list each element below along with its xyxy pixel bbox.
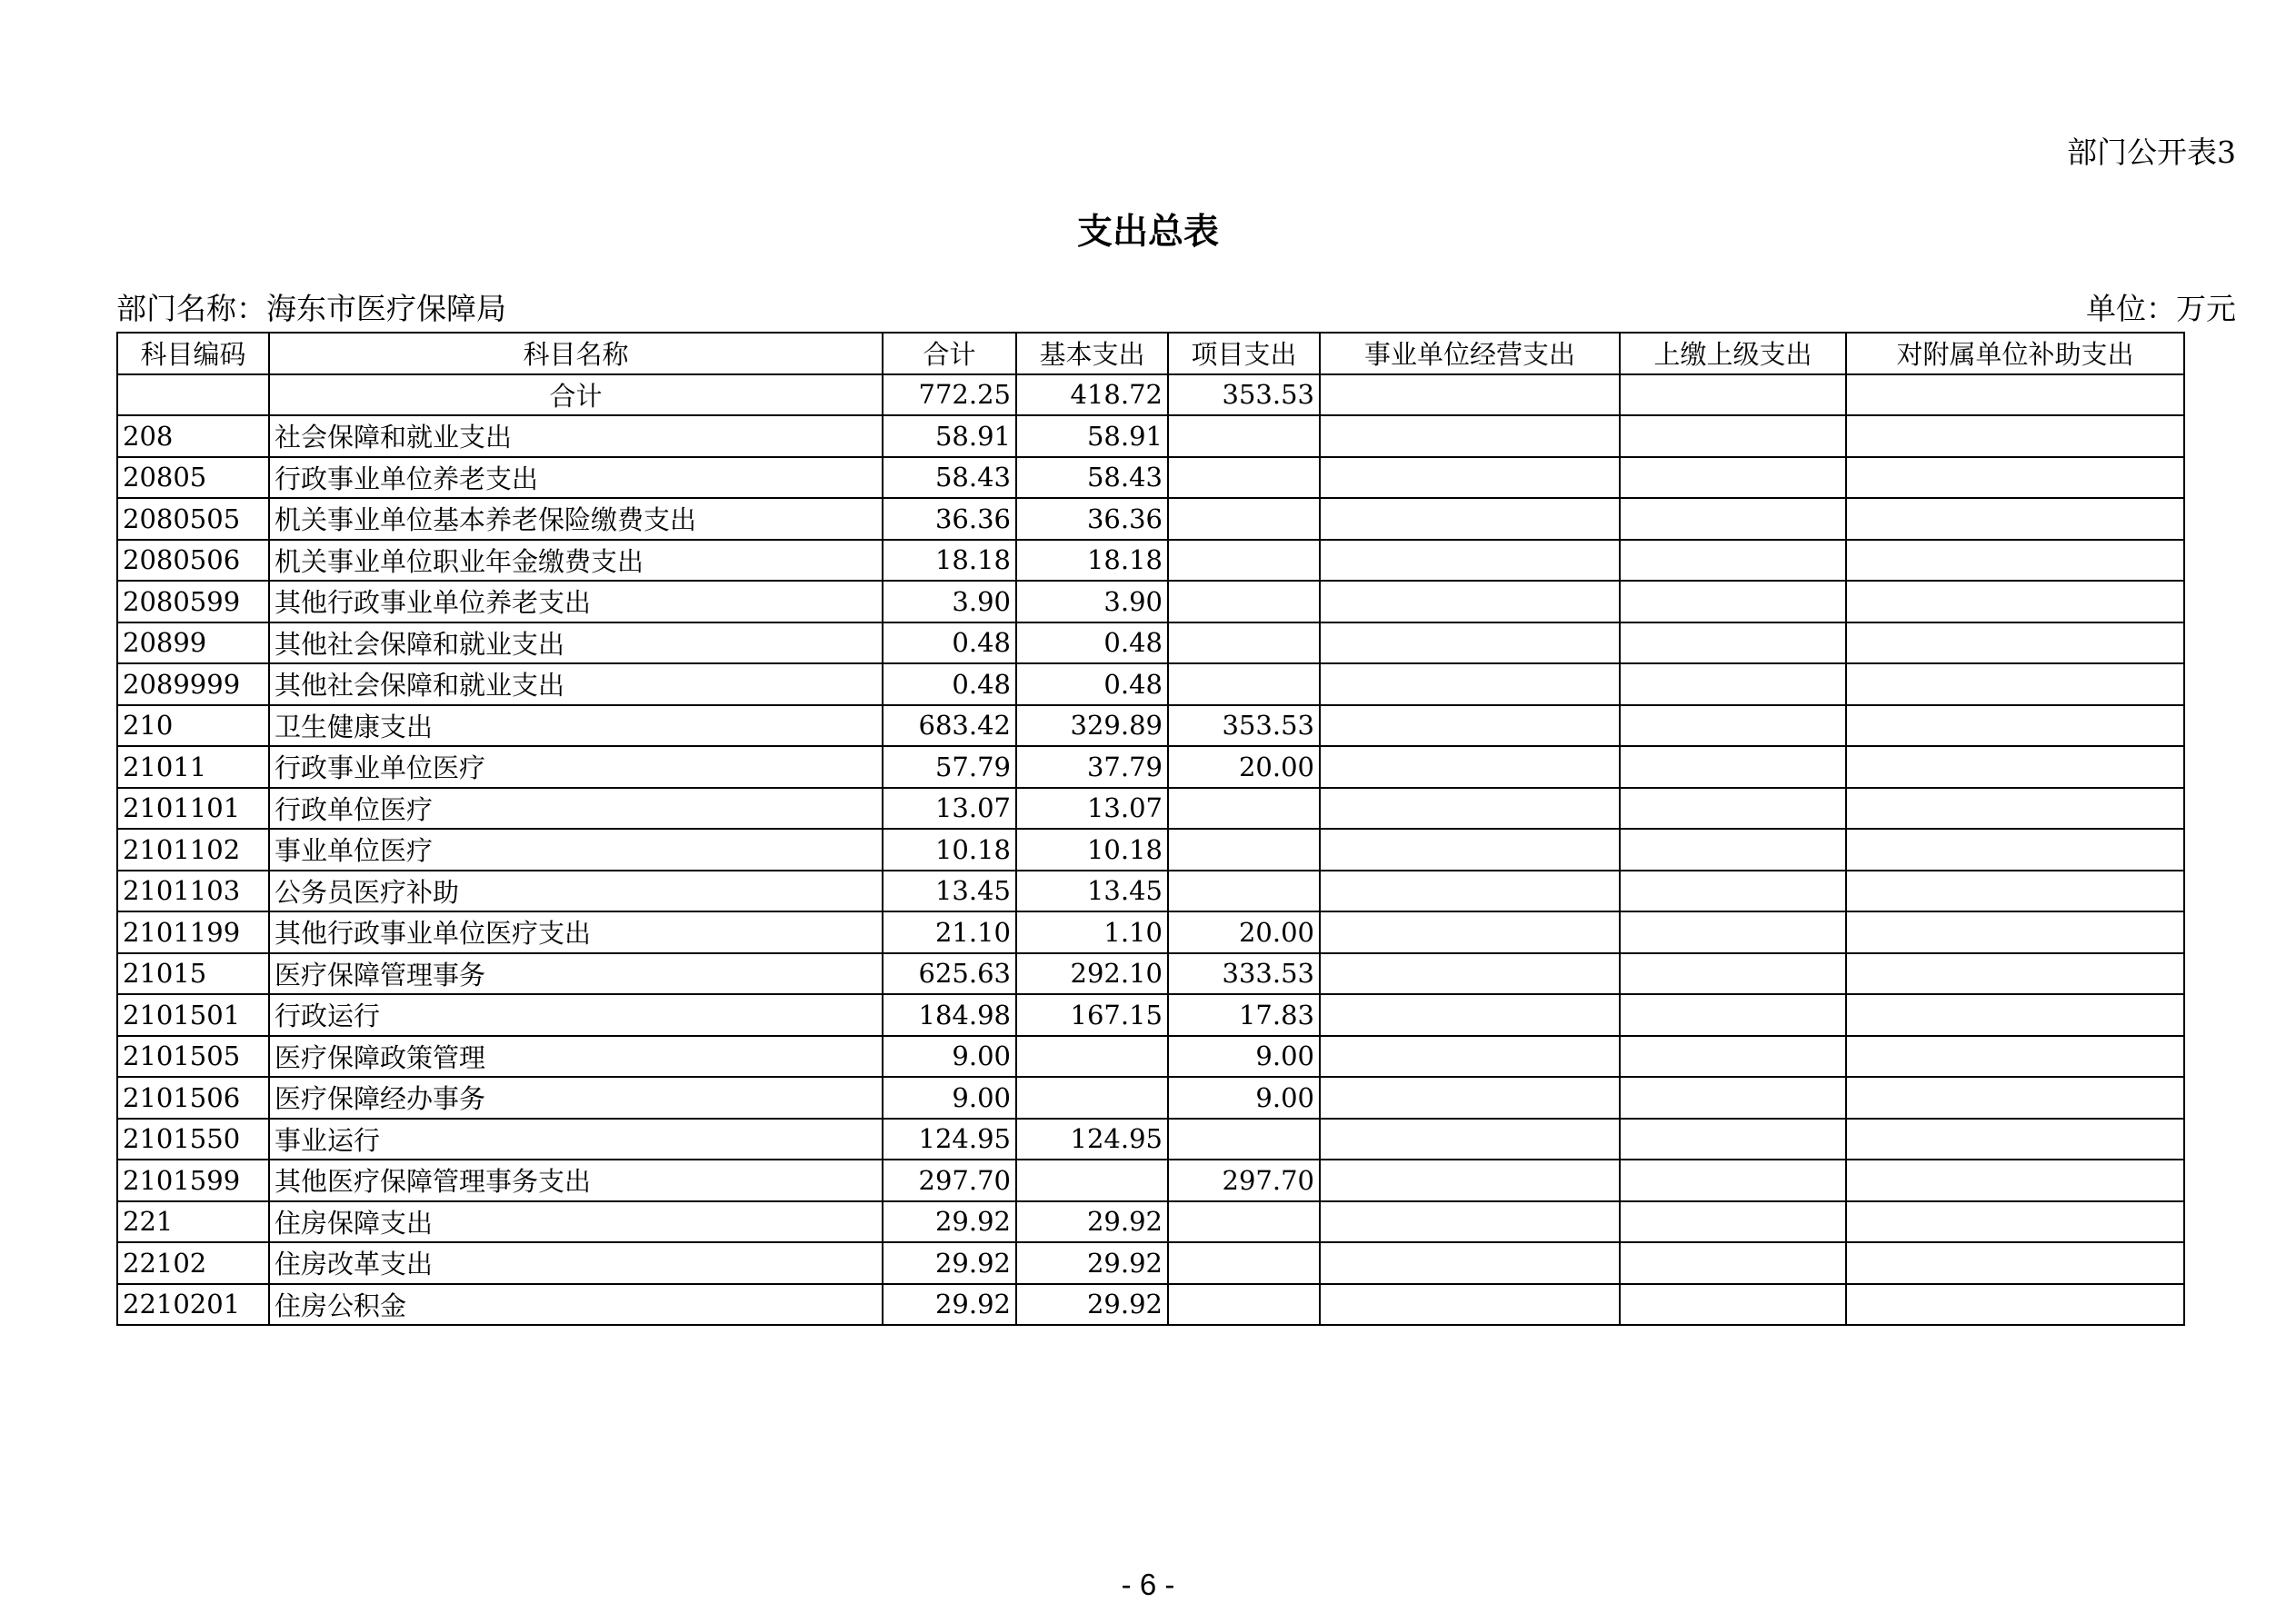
cell-code: 2101501 bbox=[117, 994, 269, 1036]
cell-business bbox=[1320, 1284, 1620, 1326]
cell-code: 20899 bbox=[117, 622, 269, 664]
cell-project: 353.53 bbox=[1168, 705, 1320, 747]
cell-subsidy bbox=[1846, 953, 2184, 995]
cell-project bbox=[1168, 1201, 1320, 1243]
table-row bbox=[117, 581, 2184, 622]
cell-business bbox=[1320, 953, 1620, 995]
cell-subsidy bbox=[1846, 1284, 2184, 1326]
cell-project bbox=[1168, 1119, 1320, 1160]
cell-basic bbox=[1016, 1036, 1168, 1078]
cell-business bbox=[1320, 829, 1620, 871]
table-row bbox=[117, 871, 2184, 912]
cell-code: 208 bbox=[117, 415, 269, 457]
cell-subsidy bbox=[1846, 1242, 2184, 1284]
table-body bbox=[117, 374, 2184, 1326]
cell-business bbox=[1320, 746, 1620, 788]
table-row bbox=[117, 705, 2184, 747]
table-row bbox=[117, 1036, 2184, 1078]
cell-total: 184.98 bbox=[883, 994, 1016, 1036]
cell-subsidy bbox=[1846, 994, 2184, 1036]
cell-project bbox=[1168, 788, 1320, 830]
cell-code: 2101506 bbox=[117, 1077, 269, 1119]
table-row bbox=[117, 1242, 2184, 1284]
cell-total: 3.90 bbox=[883, 581, 1016, 622]
cell-subsidy bbox=[1846, 457, 2184, 499]
table-row-total bbox=[117, 374, 2184, 416]
cell-total: 29.92 bbox=[883, 1284, 1016, 1326]
cell-remit bbox=[1620, 1201, 1846, 1243]
cell-code: 2101101 bbox=[117, 788, 269, 830]
table-row bbox=[117, 1077, 2184, 1119]
cell-name: 卫生健康支出 bbox=[269, 705, 883, 747]
cell-business bbox=[1320, 871, 1620, 912]
cell-basic: 167.15 bbox=[1016, 994, 1168, 1036]
cell-business bbox=[1320, 1201, 1620, 1243]
cell-name: 其他社会保障和就业支出 bbox=[269, 622, 883, 664]
table-row bbox=[117, 829, 2184, 871]
unit-label: 单位：万元 bbox=[2086, 291, 2236, 326]
cell-remit bbox=[1620, 953, 1846, 995]
cell-subsidy bbox=[1846, 1160, 2184, 1201]
cell-business bbox=[1320, 540, 1620, 582]
table-row bbox=[117, 540, 2184, 582]
table-row bbox=[117, 994, 2184, 1036]
cell-project bbox=[1168, 457, 1320, 499]
cell-total: 36.36 bbox=[883, 498, 1016, 540]
cell-business bbox=[1320, 663, 1620, 705]
cell-code: 2101102 bbox=[117, 829, 269, 871]
cell-code: 22102 bbox=[117, 1242, 269, 1284]
cell-project: 20.00 bbox=[1168, 746, 1320, 788]
cell-total: 57.79 bbox=[883, 746, 1016, 788]
column-header-subsidy: 对附属单位补助支出 bbox=[1846, 333, 2184, 374]
cell-project bbox=[1168, 1242, 1320, 1284]
cell-total: 29.92 bbox=[883, 1242, 1016, 1284]
cell-subsidy bbox=[1846, 1201, 2184, 1243]
cell-total: 625.63 bbox=[883, 953, 1016, 995]
cell-total: 772.25 bbox=[883, 374, 1016, 416]
page-title: 支出总表 bbox=[1076, 212, 1219, 253]
cell-remit bbox=[1620, 415, 1846, 457]
cell-subsidy bbox=[1846, 1036, 2184, 1078]
cell-basic: 329.89 bbox=[1016, 705, 1168, 747]
table-row bbox=[117, 415, 2184, 457]
column-header-name: 科目名称 bbox=[269, 333, 883, 374]
cell-business bbox=[1320, 415, 1620, 457]
cell-basic: 124.95 bbox=[1016, 1119, 1168, 1160]
cell-subsidy bbox=[1846, 1077, 2184, 1119]
table-row bbox=[117, 663, 2184, 705]
cell-name: 其他行政事业单位医疗支出 bbox=[269, 911, 883, 953]
cell-project bbox=[1168, 622, 1320, 664]
cell-basic: 29.92 bbox=[1016, 1242, 1168, 1284]
cell-remit bbox=[1620, 911, 1846, 953]
cell-name: 医疗保障政策管理 bbox=[269, 1036, 883, 1078]
cell-code: 221 bbox=[117, 1201, 269, 1243]
cell-business bbox=[1320, 622, 1620, 664]
cell-name: 行政单位医疗 bbox=[269, 788, 883, 830]
cell-project: 333.53 bbox=[1168, 953, 1320, 995]
cell-code: 2101550 bbox=[117, 1119, 269, 1160]
cell-subsidy bbox=[1846, 663, 2184, 705]
table-row bbox=[117, 953, 2184, 995]
cell-name: 住房改革支出 bbox=[269, 1242, 883, 1284]
cell-remit bbox=[1620, 1284, 1846, 1326]
cell-project: 17.83 bbox=[1168, 994, 1320, 1036]
cell-basic: 58.91 bbox=[1016, 415, 1168, 457]
cell-total: 124.95 bbox=[883, 1119, 1016, 1160]
column-header-remit: 上缴上级支出 bbox=[1620, 333, 1846, 374]
page-number: - 6 - bbox=[1121, 1568, 1175, 1601]
cell-basic: 13.07 bbox=[1016, 788, 1168, 830]
cell-code: 2080599 bbox=[117, 581, 269, 622]
cell-business bbox=[1320, 705, 1620, 747]
cell-project bbox=[1168, 498, 1320, 540]
column-header-business: 事业单位经营支出 bbox=[1320, 333, 1620, 374]
cell-project: 9.00 bbox=[1168, 1077, 1320, 1119]
cell-name: 住房公积金 bbox=[269, 1284, 883, 1326]
cell-remit bbox=[1620, 1242, 1846, 1284]
cell-remit bbox=[1620, 994, 1846, 1036]
cell-name: 其他行政事业单位养老支出 bbox=[269, 581, 883, 622]
cell-basic: 292.10 bbox=[1016, 953, 1168, 995]
cell-name: 其他医疗保障管理事务支出 bbox=[269, 1160, 883, 1201]
cell-project: 9.00 bbox=[1168, 1036, 1320, 1078]
table-row bbox=[117, 622, 2184, 664]
cell-code bbox=[117, 374, 269, 416]
cell-code: 2101599 bbox=[117, 1160, 269, 1201]
cell-remit bbox=[1620, 1160, 1846, 1201]
cell-business bbox=[1320, 911, 1620, 953]
cell-basic: 1.10 bbox=[1016, 911, 1168, 953]
cell-name: 医疗保障管理事务 bbox=[269, 953, 883, 995]
cell-name: 机关事业单位基本养老保险缴费支出 bbox=[269, 498, 883, 540]
cell-subsidy bbox=[1846, 871, 2184, 912]
cell-remit bbox=[1620, 1036, 1846, 1078]
cell-code: 2101505 bbox=[117, 1036, 269, 1078]
cell-name: 其他社会保障和就业支出 bbox=[269, 663, 883, 705]
cell-remit bbox=[1620, 1077, 1846, 1119]
expenditure-table bbox=[116, 332, 2185, 1326]
cell-code: 2080506 bbox=[117, 540, 269, 582]
cell-subsidy bbox=[1846, 746, 2184, 788]
cell-remit bbox=[1620, 581, 1846, 622]
column-header-code: 科目编码 bbox=[117, 333, 269, 374]
table-row bbox=[117, 457, 2184, 499]
cell-basic: 37.79 bbox=[1016, 746, 1168, 788]
table-row bbox=[117, 746, 2184, 788]
cell-business bbox=[1320, 994, 1620, 1036]
cell-remit bbox=[1620, 871, 1846, 912]
cell-name: 行政运行 bbox=[269, 994, 883, 1036]
cell-total: 13.45 bbox=[883, 871, 1016, 912]
cell-subsidy bbox=[1846, 788, 2184, 830]
table-header-row bbox=[117, 333, 2184, 374]
table-row bbox=[117, 788, 2184, 830]
cell-project bbox=[1168, 1284, 1320, 1326]
cell-remit bbox=[1620, 498, 1846, 540]
cell-basic: 29.92 bbox=[1016, 1201, 1168, 1243]
cell-subsidy bbox=[1846, 911, 2184, 953]
cell-subsidy bbox=[1846, 1119, 2184, 1160]
cell-subsidy bbox=[1846, 829, 2184, 871]
cell-basic: 10.18 bbox=[1016, 829, 1168, 871]
table-row bbox=[117, 1119, 2184, 1160]
cell-total: 13.07 bbox=[883, 788, 1016, 830]
cell-remit bbox=[1620, 622, 1846, 664]
cell-basic: 0.48 bbox=[1016, 622, 1168, 664]
cell-basic: 58.43 bbox=[1016, 457, 1168, 499]
cell-name: 住房保障支出 bbox=[269, 1201, 883, 1243]
cell-basic bbox=[1016, 1077, 1168, 1119]
table-row bbox=[117, 1201, 2184, 1243]
cell-total: 0.48 bbox=[883, 622, 1016, 664]
cell-project bbox=[1168, 415, 1320, 457]
cell-code: 21011 bbox=[117, 746, 269, 788]
column-header-project: 项目支出 bbox=[1168, 333, 1320, 374]
cell-subsidy bbox=[1846, 622, 2184, 664]
cell-code: 20805 bbox=[117, 457, 269, 499]
cell-total: 29.92 bbox=[883, 1201, 1016, 1243]
cell-total: 683.42 bbox=[883, 705, 1016, 747]
cell-subsidy bbox=[1846, 498, 2184, 540]
cell-project bbox=[1168, 829, 1320, 871]
cell-basic: 13.45 bbox=[1016, 871, 1168, 912]
cell-basic: 29.92 bbox=[1016, 1284, 1168, 1326]
cell-name: 行政事业单位医疗 bbox=[269, 746, 883, 788]
table-row bbox=[117, 911, 2184, 953]
cell-name: 合计 bbox=[269, 374, 883, 416]
cell-remit bbox=[1620, 1119, 1846, 1160]
cell-remit bbox=[1620, 746, 1846, 788]
cell-code: 2080505 bbox=[117, 498, 269, 540]
cell-business bbox=[1320, 1160, 1620, 1201]
cell-business bbox=[1320, 457, 1620, 499]
cell-business bbox=[1320, 1036, 1620, 1078]
cell-name: 事业运行 bbox=[269, 1119, 883, 1160]
cell-code: 210 bbox=[117, 705, 269, 747]
cell-business bbox=[1320, 498, 1620, 540]
document-code: 部门公开表3 bbox=[2067, 134, 2236, 170]
cell-project bbox=[1168, 871, 1320, 912]
cell-total: 21.10 bbox=[883, 911, 1016, 953]
cell-project: 20.00 bbox=[1168, 911, 1320, 953]
cell-subsidy bbox=[1846, 374, 2184, 416]
cell-subsidy bbox=[1846, 540, 2184, 582]
cell-code: 2101103 bbox=[117, 871, 269, 912]
cell-project bbox=[1168, 540, 1320, 582]
cell-basic: 418.72 bbox=[1016, 374, 1168, 416]
cell-code: 2089999 bbox=[117, 663, 269, 705]
cell-subsidy bbox=[1846, 581, 2184, 622]
cell-remit bbox=[1620, 829, 1846, 871]
cell-total: 9.00 bbox=[883, 1036, 1016, 1078]
cell-business bbox=[1320, 1077, 1620, 1119]
cell-total: 58.91 bbox=[883, 415, 1016, 457]
department-name: 部门名称：海东市医疗保障局 bbox=[116, 291, 506, 326]
cell-total: 0.48 bbox=[883, 663, 1016, 705]
cell-business bbox=[1320, 788, 1620, 830]
cell-business bbox=[1320, 374, 1620, 416]
cell-name: 医疗保障经办事务 bbox=[269, 1077, 883, 1119]
cell-subsidy bbox=[1846, 415, 2184, 457]
cell-basic: 3.90 bbox=[1016, 581, 1168, 622]
cell-project: 353.53 bbox=[1168, 374, 1320, 416]
cell-code: 2210201 bbox=[117, 1284, 269, 1326]
table-row bbox=[117, 1284, 2184, 1326]
cell-name: 行政事业单位养老支出 bbox=[269, 457, 883, 499]
cell-total: 18.18 bbox=[883, 540, 1016, 582]
cell-name: 社会保障和就业支出 bbox=[269, 415, 883, 457]
cell-total: 9.00 bbox=[883, 1077, 1016, 1119]
cell-total: 58.43 bbox=[883, 457, 1016, 499]
cell-remit bbox=[1620, 540, 1846, 582]
cell-remit bbox=[1620, 374, 1846, 416]
cell-code: 21015 bbox=[117, 953, 269, 995]
cell-project bbox=[1168, 663, 1320, 705]
cell-project bbox=[1168, 581, 1320, 622]
cell-name: 事业单位医疗 bbox=[269, 829, 883, 871]
cell-basic: 18.18 bbox=[1016, 540, 1168, 582]
cell-business bbox=[1320, 1119, 1620, 1160]
column-header-total: 合计 bbox=[883, 333, 1016, 374]
cell-name: 机关事业单位职业年金缴费支出 bbox=[269, 540, 883, 582]
cell-remit bbox=[1620, 457, 1846, 499]
table-row bbox=[117, 1160, 2184, 1201]
column-header-basic: 基本支出 bbox=[1016, 333, 1168, 374]
cell-name: 公务员医疗补助 bbox=[269, 871, 883, 912]
cell-remit bbox=[1620, 705, 1846, 747]
cell-business bbox=[1320, 1242, 1620, 1284]
cell-code: 2101199 bbox=[117, 911, 269, 953]
cell-basic bbox=[1016, 1160, 1168, 1201]
cell-total: 10.18 bbox=[883, 829, 1016, 871]
cell-subsidy bbox=[1846, 705, 2184, 747]
table-row bbox=[117, 498, 2184, 540]
cell-basic: 0.48 bbox=[1016, 663, 1168, 705]
cell-business bbox=[1320, 581, 1620, 622]
cell-total: 297.70 bbox=[883, 1160, 1016, 1201]
cell-basic: 36.36 bbox=[1016, 498, 1168, 540]
cell-remit bbox=[1620, 663, 1846, 705]
cell-remit bbox=[1620, 788, 1846, 830]
cell-project: 297.70 bbox=[1168, 1160, 1320, 1201]
